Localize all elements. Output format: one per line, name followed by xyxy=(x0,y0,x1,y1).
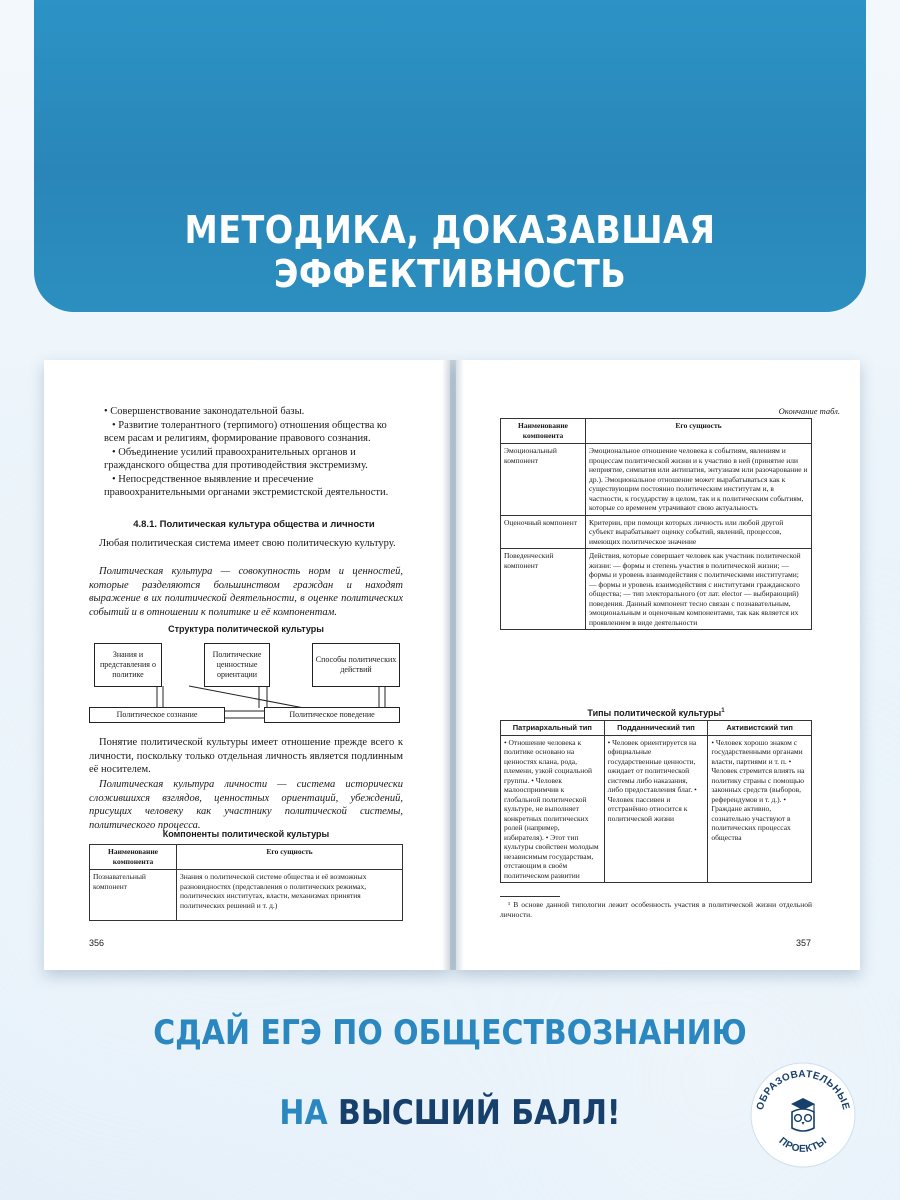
right-page xyxy=(456,360,860,970)
publisher-logo xyxy=(748,1060,858,1170)
bullet-item: • Развитие толерантного (терпимого) отношения общества ко всем расам и религиям, формирование правового сознания. xyxy=(104,419,387,444)
diagram-box-knowledge: Знания и представления о политике xyxy=(94,643,162,687)
book-spine xyxy=(442,360,464,970)
types-title-text: Типы политической культуры xyxy=(587,708,722,718)
table-row xyxy=(501,444,812,516)
table-header: Активистский тип xyxy=(708,721,812,736)
bullet-item: • Объединение усилий правоохранительных органов и гражданского общества для противодействия экстремизму. xyxy=(104,446,368,471)
page-number: 356 xyxy=(89,938,105,948)
bullet-item: • Непосредственное выявление и пресечение правоохранительными органами экстремистской деятельности. xyxy=(104,473,389,498)
table-cell: Эмоциональное отношение человека к событиям, явлениям и процессам политической жизни и к участию в ней (принятие или неприятие, симпатия или антипатия, энтузиазм или разочарование и др.). Эмоциональное отношение может вырабатываться как к существующим постоянно политическим институтам и, в частности, к государству в целом, так и к политическим событиям, которые со временем утрачивают свою актуальность xyxy=(586,444,812,516)
header-banner xyxy=(34,0,866,312)
footnote: ¹ В основе данной типологии лежит особенность участия в политической жизни отдельной личности. xyxy=(500,900,812,919)
table-header: Его сущность xyxy=(177,845,403,870)
types-table xyxy=(500,720,812,883)
diagram-box-behavior: Политическое поведение xyxy=(264,707,400,723)
table-cell: Знания о политической системе общества и её возможных разновидностях (представления о политических режимах, политических институтах, власти, механизмах принятия политических решений и т. д.) xyxy=(177,870,403,921)
table-title: Компоненты политической культуры xyxy=(162,829,330,839)
definition-paragraph xyxy=(89,565,403,619)
owl-with-graduation-cap-icon xyxy=(791,1098,815,1131)
section-title: 4.8.1. Политическая культура общества и личности xyxy=(133,519,375,530)
open-book xyxy=(44,360,860,970)
definition-paragraph: Политическая культура личности — система исторически сложившихся взглядов, ценностных ориентаций, убеждений, присущих человеку как участнику политической системы, политического процесса. xyxy=(89,779,403,831)
table-header: Наименование компонента xyxy=(501,419,586,444)
table-cell: Познавательный компонент xyxy=(90,870,177,921)
table-row xyxy=(501,549,812,630)
page-number: 357 xyxy=(796,938,812,948)
paragraph: Понятие политической культуры имеет отношение прежде всего к личности, поскольку только отдельная личность является подлинным её носителем. xyxy=(89,737,403,775)
table-header: Патриархальный тип xyxy=(501,721,605,736)
diagram-box-actions: Способы политических действий xyxy=(312,643,400,687)
bullet-item: • Совершенствование законодательной базы. xyxy=(104,406,305,417)
diagram-title: Структура политической культуры xyxy=(168,624,324,634)
table-row xyxy=(90,870,403,921)
table-header: Подданнический тип xyxy=(604,721,708,736)
banner-title: МЕТОДИКА, ДОКАЗАВШАЯ ЭФФЕКТИВНОСТЬ xyxy=(184,208,716,296)
paragraph: Любая политическая система имеет свою политическую культуру. xyxy=(99,538,396,549)
footnote-divider xyxy=(500,896,560,897)
table-row xyxy=(501,735,812,883)
logo-top-text: ОБРАЗОВАТЕЛЬНЫЕ xyxy=(754,1068,852,1112)
definition-text: Политическая культура — совокупность норм и ценностей, которые разделяются большинством граждан и находят выражение в их политической деятельности, в оценке политических событий и в отношении к политике и её компонентам. xyxy=(89,566,403,618)
diagram-box-consciousness: Политическое сознание xyxy=(89,707,225,723)
table-cell: Эмоциональный компонент xyxy=(501,444,586,516)
bullet-list xyxy=(104,405,404,500)
table-header-row xyxy=(501,721,812,736)
diagram-box-values: Политические ценностные ориентации xyxy=(204,643,270,687)
logo-bottom-text: ПРОЕКТЫ xyxy=(776,1135,830,1155)
table-cell: • Человек ориентируется на официальные государственные ценности, ожидает от политической системы либо наказания, либо предоставления благ. • Человек пассивен и отстранённо относится к политической жизни xyxy=(604,735,708,883)
footnote-marker: 1 xyxy=(721,708,725,714)
table-header-row xyxy=(501,419,812,444)
table-cell: Критерии, при помощи которых личность или любой другой субъект вырабатывает оценку событий, явлений, процессов, имеющих политическое значение xyxy=(586,515,812,549)
components-table-continued xyxy=(500,418,812,630)
slogan-part-b: ВЫСШИЙ БАЛЛ! xyxy=(338,1093,621,1133)
slogan-part-a: НА xyxy=(279,1093,339,1133)
components-table xyxy=(89,844,403,921)
table-cell: • Человек хорошо знаком с государственными органами власти, партиями и т. п. • Человек стремится влиять на политику страны с помощью законных средств (выборов, референдумов и т. д.). • Граждане активно, сознательно участвуют в политических процессах общества xyxy=(708,735,812,883)
table-cell: Поведенческий компонент xyxy=(501,549,586,630)
table-header: Его сущность xyxy=(586,419,812,444)
continuation-label: Окончание табл. xyxy=(778,406,840,416)
table-header-row xyxy=(90,845,403,870)
slogan-line-2 xyxy=(54,1093,846,1133)
table-header: Наименование компонента xyxy=(90,845,177,870)
types-title xyxy=(500,705,812,721)
table-cell: • Отношение человека к политике основано на ценностях клана, рода, племени, узкой социальной группы. • Человек малоосприимчив к глобальной политической культуре, не выполняет конкретных политических ролей (например, избирателя). • Этот тип культуры свойствен молодым независимым государствам, отстающим в своём политическом развитии xyxy=(501,735,605,883)
slogan-line-1: СДАЙ ЕГЭ ПО ОБЩЕСТВОЗНАНИЮ xyxy=(153,1013,747,1053)
table-cell: Оценочный компонент xyxy=(501,515,586,549)
left-page xyxy=(44,360,450,970)
table-cell: Действия, которые совершает человек как участник политической жизни: — формы и степень участия в политической жизни; — формы и уровень взаимодействия с политическими институтами; — формы и уровень взаимодействия с институтами гражданского общества; — тип электорального (от лат. elector — выбирающий) поведения. Данный компонент тесно связан с познавательным, эмоциональным и оценочным компонентами, так как является их проявлением в виде деятельности xyxy=(586,549,812,630)
table-row xyxy=(501,515,812,549)
